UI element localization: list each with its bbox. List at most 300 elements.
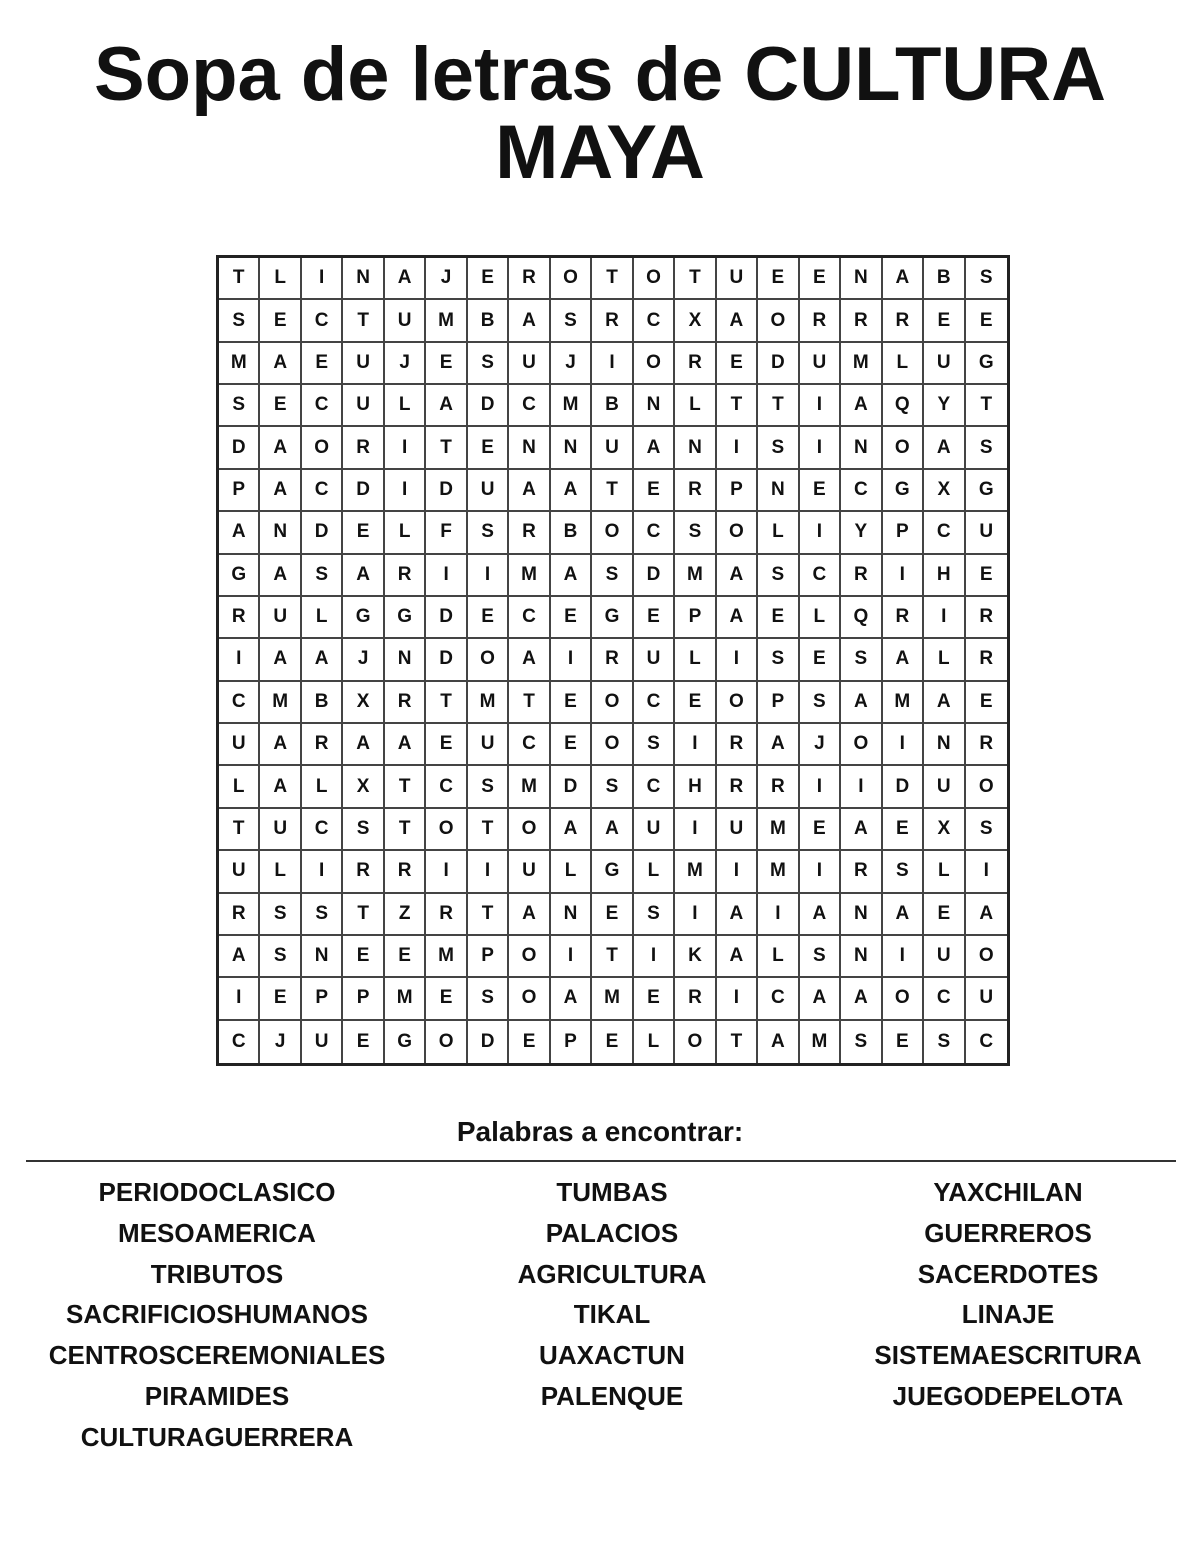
grid-cell[interactable]: R xyxy=(302,724,343,766)
grid-cell[interactable]: S xyxy=(219,300,260,342)
grid-cell[interactable]: C xyxy=(426,766,467,808)
grid-cell[interactable]: U xyxy=(509,343,550,385)
grid-cell[interactable]: C xyxy=(509,385,550,427)
grid-cell[interactable]: S xyxy=(468,766,509,808)
grid-cell[interactable]: I xyxy=(800,385,841,427)
grid-cell[interactable]: U xyxy=(924,343,965,385)
grid-cell[interactable]: T xyxy=(426,427,467,469)
grid-cell[interactable]: E xyxy=(385,936,426,978)
grid-cell[interactable]: U xyxy=(924,936,965,978)
grid-cell[interactable]: A xyxy=(343,724,384,766)
grid-cell[interactable]: T xyxy=(426,682,467,724)
grid-cell[interactable]: N xyxy=(385,639,426,681)
grid-cell[interactable]: N xyxy=(509,427,550,469)
grid-cell[interactable]: L xyxy=(634,851,675,893)
grid-cell[interactable]: I xyxy=(426,851,467,893)
grid-cell[interactable]: A xyxy=(260,427,301,469)
grid-cell[interactable]: K xyxy=(675,936,716,978)
grid-cell[interactable]: A xyxy=(841,978,882,1020)
grid-cell[interactable]: A xyxy=(717,597,758,639)
grid-cell[interactable]: E xyxy=(758,258,799,300)
grid-cell[interactable]: X xyxy=(675,300,716,342)
grid-cell[interactable]: E xyxy=(551,682,592,724)
grid-cell[interactable]: I xyxy=(592,343,633,385)
grid-cell[interactable]: E xyxy=(592,1021,633,1063)
grid-cell[interactable]: O xyxy=(675,1021,716,1063)
grid-cell[interactable]: O xyxy=(509,978,550,1020)
grid-cell[interactable]: A xyxy=(219,512,260,554)
grid-cell[interactable]: L xyxy=(385,512,426,554)
grid-cell[interactable]: O xyxy=(841,724,882,766)
grid-cell[interactable]: T xyxy=(385,766,426,808)
grid-cell[interactable]: C xyxy=(509,597,550,639)
grid-cell[interactable]: A xyxy=(260,724,301,766)
grid-cell[interactable]: L xyxy=(924,851,965,893)
grid-cell[interactable]: E xyxy=(260,300,301,342)
grid-cell[interactable]: E xyxy=(468,597,509,639)
grid-cell[interactable]: I xyxy=(219,978,260,1020)
grid-cell[interactable]: E xyxy=(634,470,675,512)
grid-cell[interactable]: U xyxy=(966,512,1007,554)
grid-cell[interactable]: U xyxy=(717,809,758,851)
grid-cell[interactable]: C xyxy=(841,470,882,512)
grid-cell[interactable]: P xyxy=(883,512,924,554)
grid-cell[interactable]: S xyxy=(302,555,343,597)
grid-cell[interactable]: S xyxy=(800,936,841,978)
grid-cell[interactable]: G xyxy=(385,1021,426,1063)
grid-cell[interactable]: E xyxy=(551,724,592,766)
grid-cell[interactable]: A xyxy=(302,639,343,681)
grid-cell[interactable]: G xyxy=(592,597,633,639)
grid-cell[interactable]: D xyxy=(302,512,343,554)
grid-cell[interactable]: E xyxy=(675,682,716,724)
grid-cell[interactable]: M xyxy=(509,555,550,597)
grid-cell[interactable]: J xyxy=(426,258,467,300)
grid-cell[interactable]: R xyxy=(343,851,384,893)
grid-cell[interactable]: U xyxy=(343,385,384,427)
grid-cell[interactable]: R xyxy=(841,851,882,893)
grid-cell[interactable]: R xyxy=(426,894,467,936)
grid-cell[interactable]: T xyxy=(509,682,550,724)
grid-cell[interactable]: T xyxy=(592,470,633,512)
grid-cell[interactable]: Q xyxy=(841,597,882,639)
grid-cell[interactable]: L xyxy=(551,851,592,893)
grid-cell[interactable]: A xyxy=(717,894,758,936)
grid-cell[interactable]: M xyxy=(426,936,467,978)
grid-cell[interactable]: N xyxy=(634,385,675,427)
grid-cell[interactable]: Y xyxy=(841,512,882,554)
grid-cell[interactable]: A xyxy=(509,894,550,936)
grid-cell[interactable]: A xyxy=(426,385,467,427)
grid-cell[interactable]: P xyxy=(343,978,384,1020)
grid-cell[interactable]: C xyxy=(302,809,343,851)
grid-cell[interactable]: I xyxy=(800,766,841,808)
grid-cell[interactable]: I xyxy=(883,936,924,978)
grid-cell[interactable]: M xyxy=(841,343,882,385)
grid-cell[interactable]: M xyxy=(219,343,260,385)
grid-cell[interactable]: T xyxy=(343,894,384,936)
grid-cell[interactable]: S xyxy=(634,894,675,936)
grid-cell[interactable]: I xyxy=(385,470,426,512)
grid-cell[interactable]: I xyxy=(219,639,260,681)
grid-cell[interactable]: L xyxy=(260,851,301,893)
grid-cell[interactable]: U xyxy=(385,300,426,342)
grid-cell[interactable]: O xyxy=(592,682,633,724)
grid-cell[interactable]: N xyxy=(343,258,384,300)
grid-cell[interactable]: G xyxy=(966,343,1007,385)
grid-cell[interactable]: U xyxy=(800,343,841,385)
grid-cell[interactable]: M xyxy=(800,1021,841,1063)
grid-cell[interactable]: D xyxy=(468,1021,509,1063)
grid-cell[interactable]: U xyxy=(260,809,301,851)
grid-cell[interactable]: A xyxy=(634,427,675,469)
grid-cell[interactable]: S xyxy=(592,766,633,808)
grid-cell[interactable]: M xyxy=(675,555,716,597)
grid-cell[interactable]: S xyxy=(551,300,592,342)
grid-cell[interactable]: X xyxy=(343,682,384,724)
grid-cell[interactable]: L xyxy=(800,597,841,639)
grid-cell[interactable]: U xyxy=(509,851,550,893)
grid-cell[interactable]: I xyxy=(634,936,675,978)
grid-cell[interactable]: D xyxy=(551,766,592,808)
grid-cell[interactable]: M xyxy=(509,766,550,808)
grid-cell[interactable]: C xyxy=(634,300,675,342)
grid-cell[interactable]: C xyxy=(979,1030,994,1052)
grid-cell[interactable]: C xyxy=(634,682,675,724)
grid-cell[interactable]: U xyxy=(468,724,509,766)
grid-cell[interactable]: R xyxy=(800,300,841,342)
grid-cell[interactable]: R xyxy=(385,851,426,893)
grid-cell[interactable]: J xyxy=(260,1021,301,1063)
grid-cell[interactable]: C xyxy=(924,978,965,1020)
grid-cell[interactable]: T xyxy=(468,894,509,936)
grid-cell[interactable]: A xyxy=(260,766,301,808)
grid-cell[interactable]: R xyxy=(219,894,260,936)
grid-cell[interactable]: U xyxy=(924,766,965,808)
grid-cell[interactable]: O xyxy=(883,427,924,469)
grid-cell[interactable]: R xyxy=(343,427,384,469)
grid-cell[interactable]: Q xyxy=(883,385,924,427)
grid-cell[interactable]: S xyxy=(468,343,509,385)
grid-cell[interactable]: C xyxy=(302,300,343,342)
grid-cell[interactable]: L xyxy=(883,343,924,385)
grid-cell[interactable]: N xyxy=(551,427,592,469)
grid-cell[interactable]: A xyxy=(883,894,924,936)
grid-cell[interactable]: R xyxy=(592,300,633,342)
grid-cell[interactable]: U xyxy=(592,427,633,469)
grid-cell[interactable]: O xyxy=(302,427,343,469)
grid-cell[interactable]: S xyxy=(675,512,716,554)
grid-cell[interactable]: E xyxy=(302,343,343,385)
grid-cell[interactable]: T xyxy=(219,809,260,851)
grid-cell[interactable]: G xyxy=(219,555,260,597)
grid-cell[interactable]: U xyxy=(468,470,509,512)
grid-cell[interactable]: A xyxy=(509,470,550,512)
grid-cell[interactable]: S xyxy=(841,639,882,681)
grid-cell[interactable]: T xyxy=(966,385,1007,427)
grid-cell[interactable]: I xyxy=(675,724,716,766)
grid-cell[interactable]: E xyxy=(551,597,592,639)
grid-cell[interactable]: P xyxy=(468,936,509,978)
grid-cell[interactable]: A xyxy=(260,555,301,597)
grid-cell[interactable]: A xyxy=(924,682,965,724)
grid-cell[interactable]: P xyxy=(551,1021,592,1063)
grid-cell[interactable]: M xyxy=(883,682,924,724)
grid-cell[interactable]: I xyxy=(800,851,841,893)
grid-cell[interactable]: N xyxy=(841,427,882,469)
grid-cell[interactable]: R xyxy=(592,639,633,681)
grid-cell[interactable]: R xyxy=(841,555,882,597)
grid-cell[interactable]: R xyxy=(675,470,716,512)
grid-cell[interactable]: G xyxy=(883,470,924,512)
grid-cell[interactable]: E xyxy=(260,385,301,427)
grid-cell[interactable]: U xyxy=(966,978,1007,1020)
grid-cell[interactable]: S xyxy=(634,724,675,766)
grid-cell[interactable]: U xyxy=(260,597,301,639)
grid-cell[interactable]: H xyxy=(675,766,716,808)
grid-cell[interactable]: B xyxy=(302,682,343,724)
grid-cell[interactable]: O xyxy=(509,936,550,978)
grid-cell[interactable]: R xyxy=(385,555,426,597)
grid-cell[interactable]: T xyxy=(592,258,633,300)
grid-cell[interactable]: I xyxy=(717,851,758,893)
grid-cell[interactable]: D xyxy=(758,343,799,385)
grid-cell[interactable]: D xyxy=(219,427,260,469)
grid-cell[interactable]: M xyxy=(592,978,633,1020)
grid-cell[interactable]: M xyxy=(675,851,716,893)
grid-cell[interactable]: A xyxy=(966,894,1007,936)
grid-cell[interactable]: S xyxy=(592,555,633,597)
grid-cell[interactable]: A xyxy=(551,978,592,1020)
grid-cell[interactable]: I xyxy=(426,555,467,597)
grid-cell[interactable]: A xyxy=(592,809,633,851)
grid-cell[interactable]: N xyxy=(924,724,965,766)
grid-cell[interactable]: S xyxy=(841,1021,882,1063)
grid-cell[interactable]: Z xyxy=(385,894,426,936)
grid-cell[interactable]: I xyxy=(924,597,965,639)
grid-cell[interactable]: G xyxy=(385,597,426,639)
grid-cell[interactable]: A xyxy=(509,300,550,342)
grid-cell[interactable]: E xyxy=(717,343,758,385)
grid-cell[interactable]: I xyxy=(966,851,1007,893)
grid-cell[interactable]: C xyxy=(302,385,343,427)
grid-cell[interactable]: D xyxy=(634,555,675,597)
grid-cell[interactable]: A xyxy=(343,555,384,597)
grid-cell[interactable]: C xyxy=(219,1021,260,1063)
grid-cell[interactable]: J xyxy=(551,343,592,385)
grid-cell[interactable]: B xyxy=(551,512,592,554)
grid-cell[interactable]: A xyxy=(758,1021,799,1063)
grid-cell[interactable]: D xyxy=(426,597,467,639)
grid-cell[interactable]: E xyxy=(468,258,509,300)
grid-cell[interactable]: R xyxy=(675,978,716,1020)
grid-cell[interactable]: R xyxy=(675,343,716,385)
grid-cell[interactable]: U xyxy=(219,851,260,893)
grid-cell[interactable]: I xyxy=(758,894,799,936)
grid-cell[interactable]: E xyxy=(343,936,384,978)
grid-cell[interactable]: E xyxy=(426,343,467,385)
grid-cell[interactable]: E xyxy=(966,555,1007,597)
grid-cell[interactable]: G xyxy=(966,470,1007,512)
grid-cell[interactable]: B xyxy=(468,300,509,342)
grid-cell[interactable]: S xyxy=(219,385,260,427)
grid-cell[interactable]: A xyxy=(717,300,758,342)
grid-cell[interactable]: L xyxy=(302,766,343,808)
grid-cell[interactable]: M xyxy=(468,682,509,724)
grid-cell[interactable]: M xyxy=(260,682,301,724)
grid-cell[interactable]: Y xyxy=(924,385,965,427)
grid-cell[interactable]: X xyxy=(924,809,965,851)
grid-cell[interactable]: I xyxy=(302,851,343,893)
grid-cell[interactable]: E xyxy=(426,724,467,766)
grid-cell[interactable]: P xyxy=(717,470,758,512)
grid-cell[interactable]: A xyxy=(800,978,841,1020)
grid-cell[interactable]: J xyxy=(800,724,841,766)
grid-cell[interactable]: A xyxy=(717,936,758,978)
grid-cell[interactable]: S xyxy=(260,936,301,978)
grid-cell[interactable]: E xyxy=(758,597,799,639)
grid-cell[interactable]: T xyxy=(343,300,384,342)
grid-cell[interactable]: U xyxy=(219,724,260,766)
grid-cell[interactable]: S xyxy=(302,894,343,936)
grid-cell[interactable]: A xyxy=(385,258,426,300)
grid-cell[interactable]: E xyxy=(634,978,675,1020)
grid-cell[interactable]: U xyxy=(634,809,675,851)
grid-cell[interactable]: O xyxy=(468,639,509,681)
grid-cell[interactable]: E xyxy=(924,300,965,342)
grid-cell[interactable]: R xyxy=(509,512,550,554)
grid-cell[interactable]: E xyxy=(966,300,1007,342)
grid-cell[interactable]: O xyxy=(966,766,1007,808)
grid-cell[interactable]: N xyxy=(841,894,882,936)
grid-cell[interactable]: A xyxy=(841,385,882,427)
grid-cell[interactable]: A xyxy=(219,936,260,978)
grid-cell[interactable]: U xyxy=(717,258,758,300)
grid-cell[interactable]: T xyxy=(219,258,260,300)
grid-cell[interactable]: E xyxy=(800,258,841,300)
grid-cell[interactable]: D xyxy=(468,385,509,427)
grid-cell[interactable]: O xyxy=(426,809,467,851)
grid-cell[interactable]: I xyxy=(883,724,924,766)
grid-cell[interactable]: L xyxy=(260,258,301,300)
grid-cell[interactable]: U xyxy=(343,343,384,385)
grid-cell[interactable]: G xyxy=(592,851,633,893)
grid-cell[interactable]: S xyxy=(758,427,799,469)
grid-cell[interactable]: E xyxy=(800,639,841,681)
grid-cell[interactable]: F xyxy=(426,512,467,554)
grid-cell[interactable]: E xyxy=(468,427,509,469)
grid-cell[interactable]: S xyxy=(924,1021,965,1063)
grid-cell[interactable]: O xyxy=(758,300,799,342)
grid-cell[interactable]: S xyxy=(758,639,799,681)
grid-cell[interactable]: T xyxy=(385,809,426,851)
grid-cell[interactable]: C xyxy=(509,724,550,766)
letter-grid[interactable] xyxy=(216,255,1010,1066)
grid-cell[interactable]: N xyxy=(841,936,882,978)
grid-cell[interactable]: R xyxy=(966,724,1007,766)
grid-cell[interactable]: S xyxy=(468,512,509,554)
grid-cell[interactable]: O xyxy=(717,512,758,554)
grid-cell[interactable]: R xyxy=(966,639,1007,681)
grid-cell[interactable]: M xyxy=(385,978,426,1020)
grid-cell[interactable]: B xyxy=(924,258,965,300)
grid-cell[interactable]: O xyxy=(966,936,1007,978)
grid-cell[interactable]: C xyxy=(800,555,841,597)
grid-cell[interactable]: A xyxy=(260,470,301,512)
grid-cell[interactable]: R xyxy=(385,682,426,724)
grid-cell[interactable]: A xyxy=(509,639,550,681)
grid-cell[interactable]: N xyxy=(675,427,716,469)
grid-cell[interactable]: I xyxy=(717,639,758,681)
grid-cell[interactable]: E xyxy=(883,809,924,851)
grid-cell[interactable]: A xyxy=(841,809,882,851)
grid-cell[interactable]: E xyxy=(800,470,841,512)
grid-cell[interactable]: G xyxy=(343,597,384,639)
grid-cell[interactable]: E xyxy=(343,1021,384,1063)
grid-cell[interactable]: C xyxy=(634,512,675,554)
grid-cell[interactable]: S xyxy=(260,894,301,936)
grid-cell[interactable]: O xyxy=(551,258,592,300)
grid-cell[interactable]: A xyxy=(924,427,965,469)
grid-cell[interactable]: D xyxy=(426,470,467,512)
grid-cell[interactable]: B xyxy=(592,385,633,427)
grid-cell[interactable]: I xyxy=(841,766,882,808)
grid-cell[interactable]: L xyxy=(675,639,716,681)
grid-cell[interactable]: L xyxy=(758,936,799,978)
grid-cell[interactable]: O xyxy=(592,724,633,766)
grid-cell[interactable]: I xyxy=(468,555,509,597)
grid-cell[interactable]: A xyxy=(551,470,592,512)
grid-cell[interactable]: C xyxy=(219,682,260,724)
grid-cell[interactable]: I xyxy=(302,258,343,300)
grid-cell[interactable]: P xyxy=(758,682,799,724)
grid-cell[interactable]: R xyxy=(219,597,260,639)
grid-cell[interactable]: L xyxy=(219,766,260,808)
grid-cell[interactable]: R xyxy=(966,597,1007,639)
grid-cell[interactable]: J xyxy=(343,639,384,681)
grid-cell[interactable]: R xyxy=(883,597,924,639)
grid-cell[interactable]: R xyxy=(883,300,924,342)
grid-cell[interactable]: L xyxy=(302,597,343,639)
grid-cell[interactable]: L xyxy=(758,512,799,554)
grid-cell[interactable]: T xyxy=(592,936,633,978)
grid-cell[interactable]: S xyxy=(343,809,384,851)
grid-cell[interactable]: A xyxy=(260,639,301,681)
grid-cell[interactable]: E xyxy=(426,978,467,1020)
grid-cell[interactable]: C xyxy=(302,470,343,512)
grid-cell[interactable]: I xyxy=(717,427,758,469)
grid-cell[interactable]: C xyxy=(924,512,965,554)
grid-cell[interactable]: E xyxy=(634,597,675,639)
grid-cell[interactable]: A xyxy=(800,894,841,936)
grid-cell[interactable]: N xyxy=(841,258,882,300)
grid-cell[interactable]: I xyxy=(675,809,716,851)
grid-cell[interactable]: E xyxy=(966,682,1007,724)
grid-cell[interactable]: O xyxy=(634,343,675,385)
grid-cell[interactable]: A xyxy=(260,343,301,385)
grid-cell[interactable]: S xyxy=(800,682,841,724)
grid-cell[interactable]: U xyxy=(302,1021,343,1063)
grid-cell[interactable]: S xyxy=(966,258,1007,300)
grid-cell[interactable]: E xyxy=(883,1021,924,1063)
grid-cell[interactable]: I xyxy=(717,978,758,1020)
grid-cell[interactable]: U xyxy=(634,639,675,681)
grid-cell[interactable]: D xyxy=(343,470,384,512)
grid-cell[interactable]: X xyxy=(343,766,384,808)
grid-cell[interactable]: R xyxy=(509,258,550,300)
grid-cell[interactable]: E xyxy=(260,978,301,1020)
grid-cell[interactable]: T xyxy=(758,385,799,427)
